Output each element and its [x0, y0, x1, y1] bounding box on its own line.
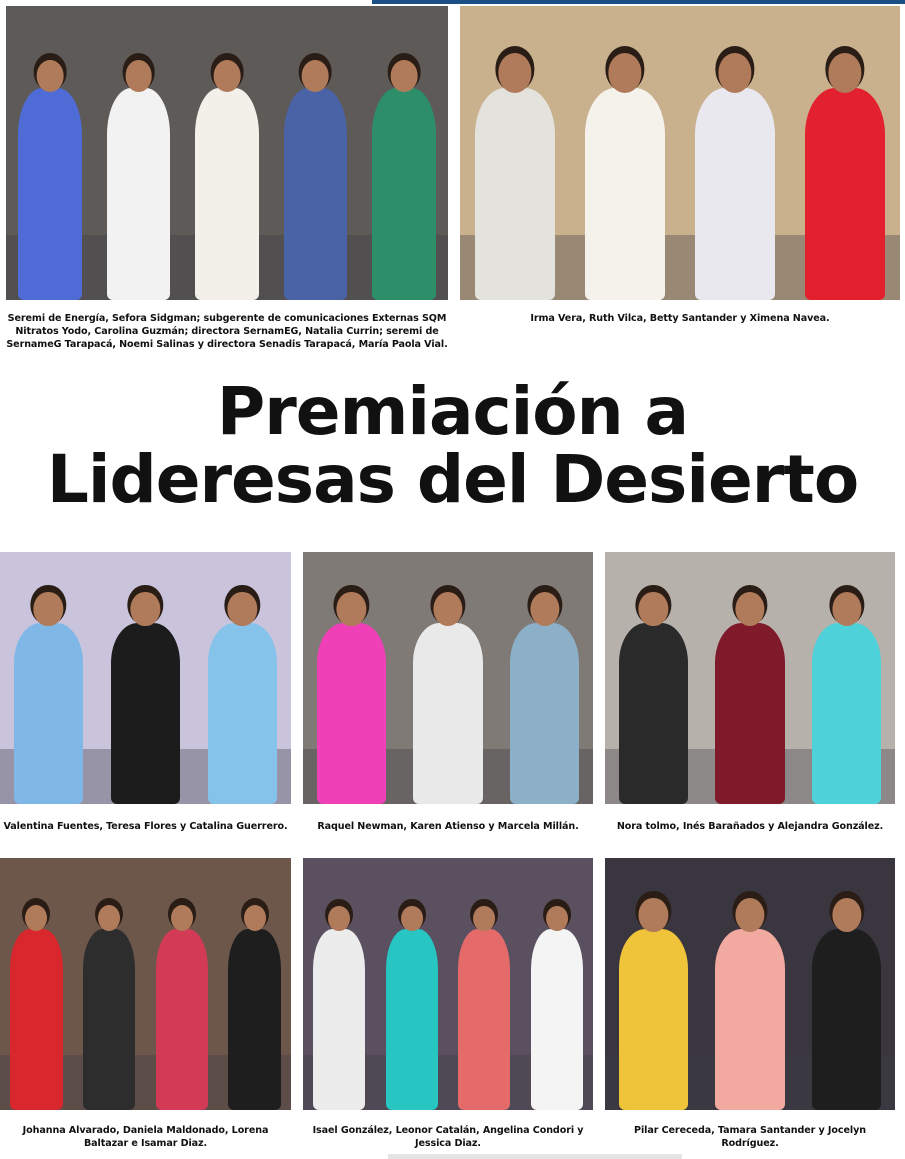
photo-trio-sports	[0, 552, 291, 804]
person-head	[498, 53, 531, 92]
person-figure	[372, 88, 436, 300]
person-head	[828, 53, 861, 92]
person-figure	[510, 623, 580, 804]
person-figure	[531, 929, 583, 1110]
person-head	[832, 898, 861, 932]
person-figure	[195, 88, 259, 300]
person-head	[131, 592, 160, 627]
photo-trio-hallway	[605, 552, 895, 804]
person-head	[302, 60, 329, 92]
person-figure	[715, 929, 785, 1110]
person-figure	[619, 623, 689, 804]
person-head	[639, 898, 668, 932]
person-head	[171, 905, 193, 931]
person-figure	[715, 623, 785, 804]
person-head	[25, 905, 47, 931]
photo-four-women-group	[460, 6, 900, 300]
person-head	[433, 592, 462, 626]
person-figure	[585, 88, 664, 300]
photo-caption: Pilar Cereceda, Tamara Santander y Jocelyn Rodríguez.	[634, 1125, 866, 1149]
person-head	[244, 905, 266, 931]
person-head	[401, 906, 423, 932]
header-accent-bar	[372, 0, 905, 4]
person-head	[718, 53, 751, 92]
photo-four-women-wood	[0, 858, 291, 1110]
person-figure	[313, 929, 365, 1110]
person-head	[832, 592, 861, 626]
person-figure	[805, 88, 884, 300]
person-head	[337, 592, 366, 626]
person-head	[473, 906, 495, 932]
headline-line-1: Premiación a	[216, 373, 689, 450]
person-figure	[228, 929, 280, 1110]
person-figure	[156, 929, 208, 1110]
photo-caption: Seremi de Energía, Sefora Sidgman; subgerente de comunicaciones Externas SQM Nitratos Yodo, Carolina Guzmán; directora SernamEG, Natalia Currin; seremi de SernameG Tarapacá, Noemi Salinas y directora Senadis Tarapacá, María Paola Vial.	[6, 313, 448, 350]
person-figure	[14, 623, 84, 804]
person-figure	[695, 88, 774, 300]
person-figure	[18, 88, 82, 300]
person-figure	[458, 929, 510, 1110]
person-head	[735, 898, 764, 932]
person-figure	[107, 88, 171, 300]
person-figure	[208, 623, 278, 804]
person-figure	[475, 88, 554, 300]
photo-caption: Irma Vera, Ruth Vilca, Betty Santander y Ximena Navea.	[530, 313, 830, 324]
article-headline	[0, 373, 905, 518]
person-figure	[386, 929, 438, 1110]
photo-four-women-event	[303, 858, 593, 1110]
person-figure	[619, 929, 689, 1110]
person-figure	[812, 929, 882, 1110]
person-head	[608, 53, 641, 92]
photo-trio-evening	[605, 858, 895, 1110]
headline-line-2: Lideresas del Desierto	[46, 441, 859, 518]
person-figure	[812, 623, 882, 804]
person-head	[228, 592, 257, 627]
person-figure	[317, 623, 387, 804]
person-figure	[10, 929, 62, 1110]
photo-caption: Isael González, Leonor Catalán, Angelina Condori y Jessica Diaz.	[312, 1125, 584, 1149]
photo-caption: Johanna Alvarado, Daniela Maldonado, Lorena Baltazar e Isamar Diaz.	[22, 1125, 269, 1149]
person-figure	[83, 929, 135, 1110]
person-head	[98, 905, 120, 931]
person-figure	[111, 623, 181, 804]
person-head	[735, 592, 764, 626]
person-figure	[284, 88, 348, 300]
person-head	[125, 60, 152, 92]
person-head	[214, 60, 241, 92]
person-head	[34, 592, 63, 627]
person-head	[639, 592, 668, 626]
footer-bar	[388, 1154, 682, 1159]
person-head	[328, 906, 350, 932]
person-head	[390, 60, 417, 92]
photo-caption: Valentina Fuentes, Teresa Flores y Catalina Guerrero.	[3, 821, 288, 832]
person-head	[530, 592, 559, 626]
photo-trio-conference	[303, 552, 593, 804]
person-figure	[413, 623, 483, 804]
photo-caption: Raquel Newman, Karen Atienso y Marcela Millán.	[317, 821, 579, 832]
person-head	[546, 906, 568, 932]
person-head	[37, 60, 64, 92]
photo-caption: Nora tolmo, Inés Barañados y Alejandra González.	[616, 821, 884, 832]
photo-officials-group	[6, 6, 448, 300]
